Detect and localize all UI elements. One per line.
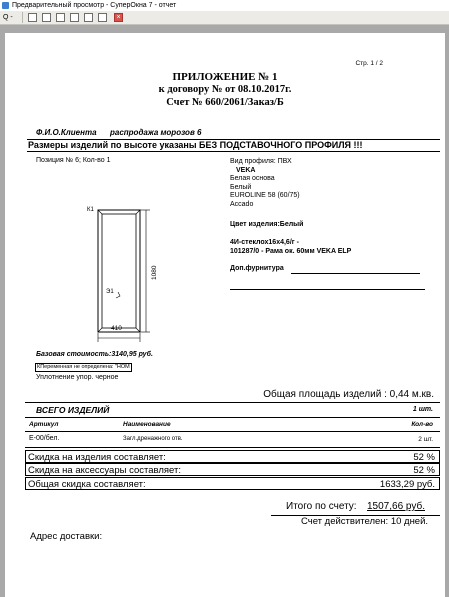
window-frame	[98, 210, 140, 332]
copy-icon[interactable]	[84, 13, 93, 22]
accessories-label: Доп.фурнитура	[230, 265, 284, 272]
col-article: Артикул	[29, 421, 59, 428]
accessories-underline	[291, 273, 420, 274]
export-icon[interactable]	[70, 13, 79, 22]
window-drawing	[80, 198, 165, 343]
base-cost: Базовая стоимость:3140,95 руб.	[36, 351, 153, 358]
window-titlebar	[0, 0, 449, 11]
save-icon[interactable]	[42, 13, 51, 22]
invoice-heading: Счет № 660/2061/Заказ/Б	[166, 97, 284, 108]
separator	[25, 417, 440, 418]
contract-heading: к договору № от 08.10.2017г.	[158, 84, 292, 95]
accessories-underline	[230, 289, 425, 290]
profile-base: Белая основа	[230, 175, 275, 182]
profile-series: EUROLINE 58 (60/75)	[230, 192, 300, 199]
window-sash	[102, 214, 136, 328]
seal-label: Уплотнение упор. черное	[36, 374, 119, 381]
glass-spec-line1: 4И-стеклох16х4,6/г -	[230, 239, 299, 246]
separator	[25, 447, 440, 448]
discount-accessories-label: Скидка на аксессуары составляет:	[28, 465, 181, 476]
frame-corner	[136, 328, 140, 332]
product-color: Цвет изделия:Белый	[230, 221, 304, 228]
discount-products-value: 52 %	[413, 452, 435, 463]
hardware-brand: Accado	[230, 200, 254, 208]
window-title: Предварительный просмотр - СуперОкна 7 - отчет	[12, 2, 177, 9]
discount-accessories-value: 52 %	[413, 465, 435, 476]
col-name: Наименование	[123, 421, 171, 428]
separator	[27, 151, 440, 152]
toolbar-separator	[22, 12, 23, 23]
total-area: Общая площадь изделий : 0,44 м.кв.	[263, 389, 434, 400]
discount-products-row	[25, 450, 440, 463]
discount-accessories-row	[25, 463, 440, 476]
item-qty: 2 шт.	[418, 436, 433, 443]
col-qty: Кол-во	[411, 421, 433, 428]
report-page	[5, 33, 445, 597]
discount-products-label: Скидка на изделия составляет:	[28, 452, 166, 463]
settings-icon[interactable]	[98, 13, 107, 22]
total-discount-row	[25, 477, 440, 490]
total-discount-label: Общая скидка составляет:	[28, 479, 146, 490]
total-discount-value: 1633,29 руб.	[379, 479, 435, 490]
total-value: 1507,66 руб.	[367, 501, 425, 512]
validity-label: Счет действителен: 10 дней.	[301, 516, 429, 527]
item-article: Е-00/бел.	[29, 435, 60, 442]
item-name: Загл.дренажного отв.	[123, 436, 183, 442]
client-label: Ф.И.О.Клиента	[36, 128, 97, 137]
print-icon[interactable]	[56, 13, 65, 22]
toolbar	[0, 11, 449, 25]
profile-brand: VEKA	[236, 166, 256, 174]
height-label: 1080	[151, 265, 158, 280]
k-label: К1	[87, 207, 94, 213]
all-products-qty: 1 шт.	[412, 406, 433, 413]
delivery-address-label: Адрес доставки:	[30, 531, 103, 542]
app-icon	[2, 2, 9, 9]
product-properties	[230, 158, 300, 209]
profile-type: Вид профиля: ПВХ	[230, 158, 292, 165]
width-label: 410	[111, 325, 122, 332]
close-icon[interactable]: ×	[114, 13, 123, 22]
glass-spec-line2: 101287/0 - Рама ок. 60мм VEKA ELP	[230, 248, 352, 255]
height-notice: Размеры изделий по высоте указаны БЕЗ ПОДСТАВОЧНОГО ПРОФИЛЯ !!!	[28, 140, 363, 150]
separator	[25, 431, 440, 432]
page-number: Стр. 1 / 2	[355, 60, 383, 67]
zoom-button[interactable]: Q -	[3, 14, 13, 21]
variable-note: КПеременная не определена: "НОМ	[37, 364, 130, 370]
frame-corner	[136, 210, 140, 214]
frame-corner	[98, 210, 102, 214]
client-name: распродажа морозов 6	[110, 128, 202, 137]
separator	[25, 402, 440, 403]
handle-mark	[116, 292, 120, 298]
all-products-label: ВСЕГО ИЗДЕЛИЙ	[36, 405, 110, 415]
position-label: Позиция № 6; Кол-во 1	[36, 157, 111, 164]
total-label: Итого по счету:	[286, 501, 357, 512]
profile-color: Белый	[230, 183, 252, 191]
page-icon[interactable]	[28, 13, 37, 22]
e-label: Э1	[106, 289, 114, 295]
frame-corner	[98, 328, 102, 332]
appendix-heading: ПРИЛОЖЕНИЕ № 1	[172, 71, 278, 83]
